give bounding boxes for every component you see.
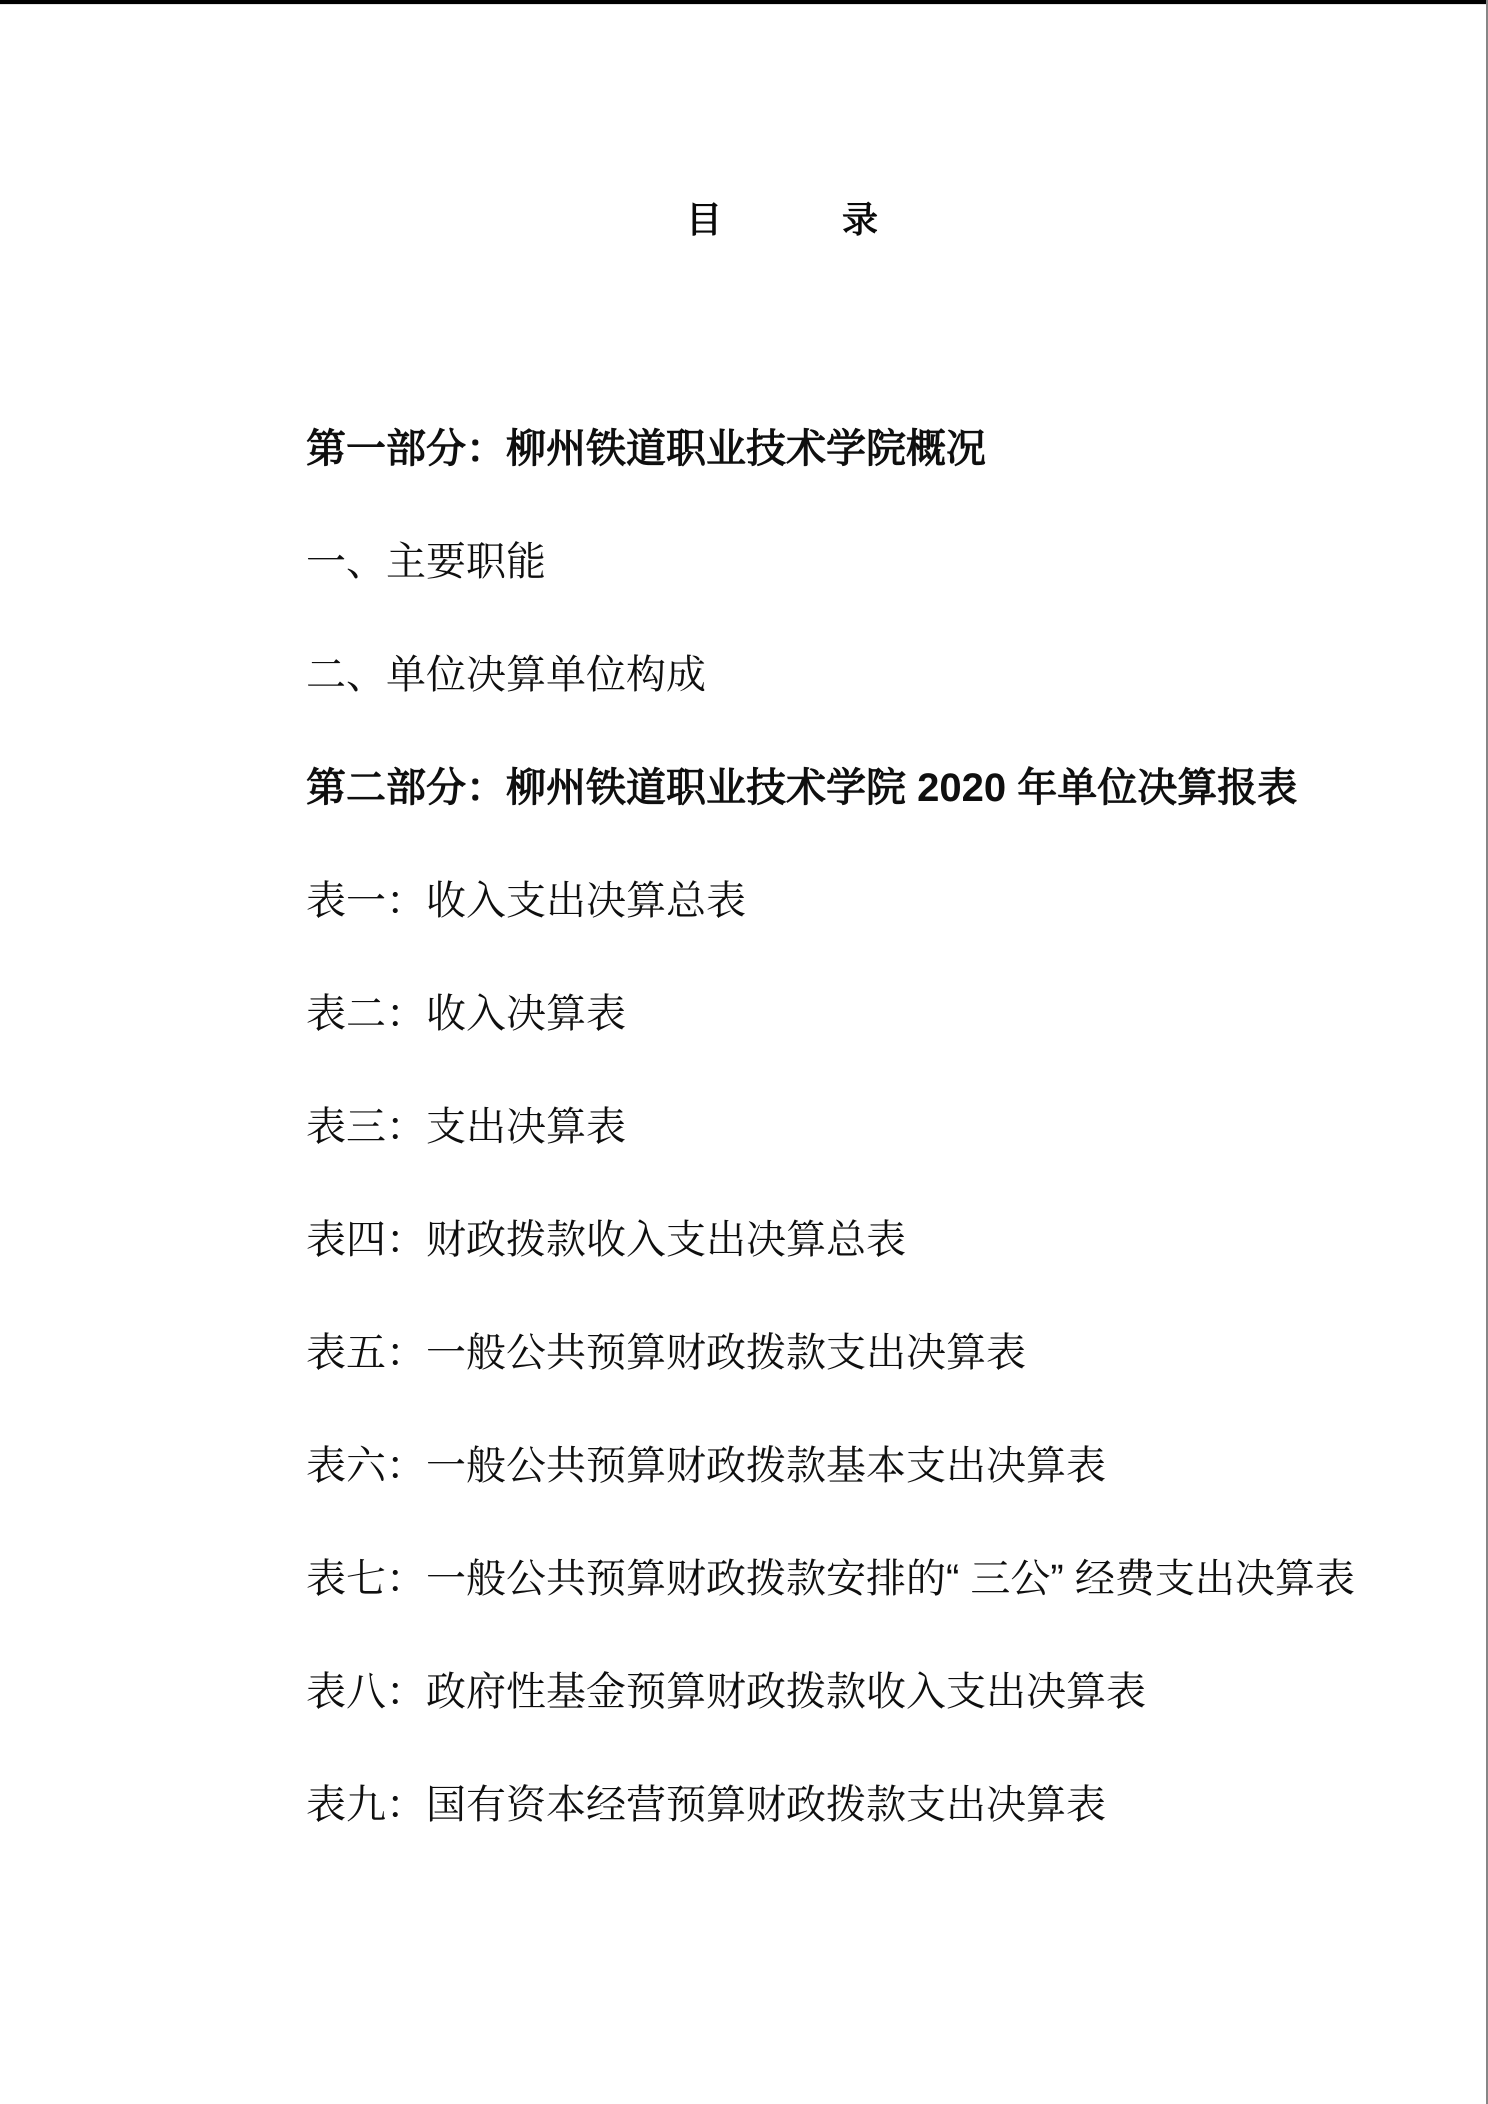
toc-entry-unit-composition: 二、单位决算单位构成 [306,653,706,697]
page-title-char-left: 目 [685,199,722,240]
toc-entry-table9: 表九：国有资本经营预算财政拨款支出决算表 [306,1783,1106,1827]
toc-section-heading-part2: 第二部分：柳州铁道职业技术学院 2020 年单位决算报表 [306,766,1298,810]
toc-entry-table6: 表六：一般公共预算财政拨款基本支出决算表 [306,1444,1106,1488]
toc-section-heading-part1: 第一部分：柳州铁道职业技术学院概况 [306,427,986,471]
toc-entry-table3: 表三：支出决算表 [306,1105,626,1149]
toc-entry-table8: 表八：政府性基金预算财政拨款收入支出决算表 [306,1670,1146,1714]
document-page [0,4,1488,1892]
table-of-contents [306,423,1355,1831]
page-title [306,196,1258,244]
toc-entry-table2: 表二：收入决算表 [306,992,626,1036]
page-title-char-right: 录 [842,199,879,240]
toc-entry-table1: 表一：收入支出决算总表 [306,879,746,923]
toc-entry-table4: 表四：财政拨款收入支出决算总表 [306,1218,906,1262]
toc-entry-main-functions: 一、主要职能 [306,540,546,584]
toc-entry-table5: 表五：一般公共预算财政拨款支出决算表 [306,1331,1026,1375]
toc-entry-table7: 表七：一般公共预算财政拨款安排的“ 三公” 经费支出决算表 [306,1557,1355,1601]
